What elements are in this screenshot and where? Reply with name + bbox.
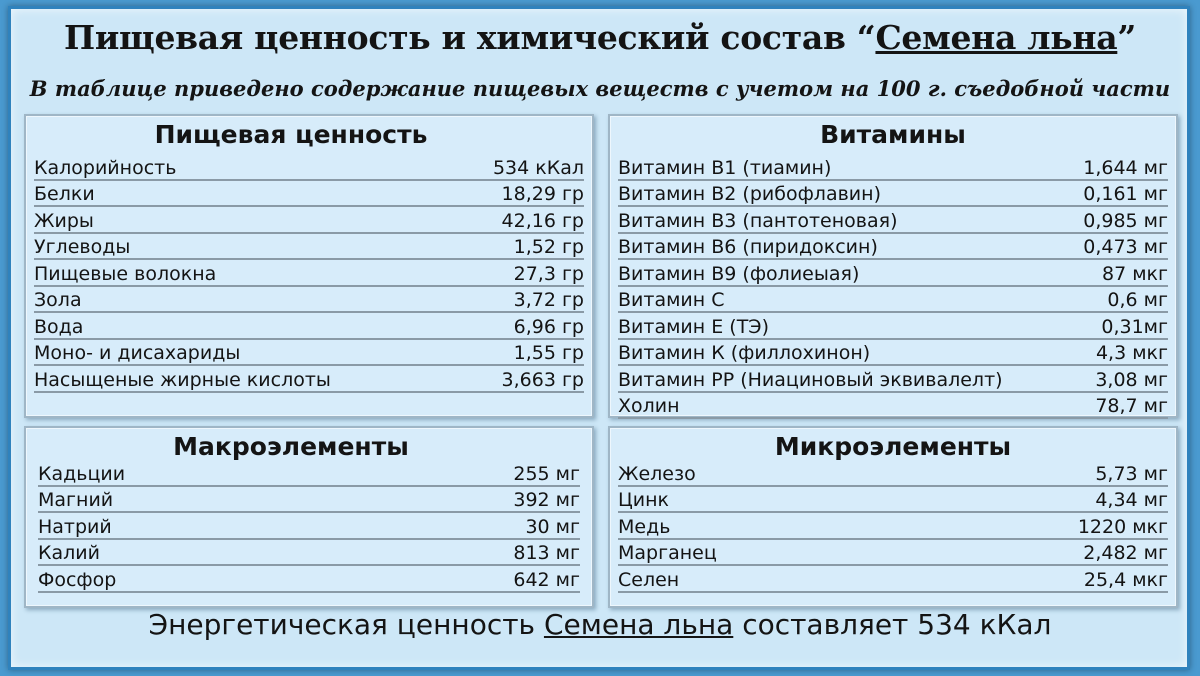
nutrition-label: Калорийность bbox=[34, 156, 177, 179]
nutrition-row bbox=[34, 285, 584, 314]
macroelement-value: 642 мг bbox=[513, 568, 580, 591]
microelement-value: 4,34 мг bbox=[1095, 489, 1168, 511]
vitamin-value: 0,985 мг bbox=[1083, 209, 1168, 232]
vitamin-label: Витамин К (филлохинон) bbox=[618, 342, 871, 364]
macroelement-value: 30 мг bbox=[525, 515, 580, 538]
vitamin-row bbox=[618, 338, 1168, 367]
nutrition-value: 534 кКал bbox=[492, 156, 584, 179]
macroelement-row bbox=[38, 458, 580, 487]
vitamin-label: Витамин В9 (фолиеыая) bbox=[618, 262, 860, 285]
macroelement-label: Магний bbox=[38, 489, 114, 511]
vitamin-value: 87 мкг bbox=[1101, 262, 1168, 285]
vitamin-value: 4,3 мкг bbox=[1095, 342, 1168, 364]
nutrition-row bbox=[34, 205, 584, 234]
vitamins-panel-title: Витамины bbox=[820, 120, 966, 149]
nutrition-label: Вода bbox=[34, 315, 84, 338]
nutrition-row bbox=[34, 152, 584, 181]
title-product-name: Семена льна bbox=[875, 18, 1118, 57]
nutrition-row bbox=[34, 338, 584, 367]
microelement-label: Селен bbox=[618, 568, 680, 591]
energy-footer bbox=[0, 608, 1200, 641]
macroelement-label: Фосфор bbox=[38, 568, 117, 591]
vitamin-label: Витамин В1 (тиамин) bbox=[618, 156, 832, 179]
nutrition-row bbox=[34, 179, 584, 208]
nutrition-label: Жиры bbox=[34, 209, 94, 232]
vitamin-label: Витамин С bbox=[618, 289, 725, 311]
nutrition-value: 3,663 гр bbox=[501, 368, 584, 391]
vitamin-value: 0,31мг bbox=[1101, 315, 1168, 338]
vitamin-label: Холин bbox=[618, 395, 680, 417]
microelement-row bbox=[618, 538, 1168, 567]
macroelement-row bbox=[38, 564, 580, 593]
microelement-value: 25,4 мкг bbox=[1083, 568, 1168, 591]
macroelement-row bbox=[38, 485, 580, 514]
microelement-label: Железо bbox=[618, 462, 696, 485]
macroelement-value: 255 мг bbox=[513, 462, 580, 485]
nutrition-value: 1,55 гр bbox=[513, 342, 584, 364]
macroelement-label: Натрий bbox=[38, 515, 112, 538]
microelement-label: Марганец bbox=[618, 542, 717, 564]
vitamin-row bbox=[618, 391, 1168, 420]
footer-product-name: Семена льна bbox=[543, 608, 734, 641]
microelements-panel bbox=[608, 426, 1178, 608]
footer-suffix: составляет 534 кКал bbox=[733, 608, 1052, 641]
vitamin-row bbox=[618, 232, 1168, 261]
macroelement-row bbox=[38, 538, 580, 567]
vitamin-value: 3,08 мг bbox=[1095, 368, 1168, 391]
vitamin-row bbox=[618, 152, 1168, 181]
macroelements-panel-title: Макроэлементы bbox=[173, 432, 409, 461]
nutrition-value: 42,16 гр bbox=[501, 209, 584, 232]
nutrition-label: Насыщеные жирные кислоты bbox=[34, 368, 331, 391]
vitamin-row bbox=[618, 258, 1168, 287]
nutrition-panel bbox=[24, 114, 594, 418]
nutrition-value: 3,72 гр bbox=[513, 289, 584, 311]
microelement-row bbox=[618, 564, 1168, 593]
macroelement-value: 392 мг bbox=[513, 489, 580, 511]
nutrition-value: 1,52 гр bbox=[513, 236, 584, 258]
macroelements-panel bbox=[24, 426, 594, 608]
vitamin-row bbox=[618, 364, 1168, 393]
nutrition-row bbox=[34, 364, 584, 393]
microelements-panel-title: Микроэлементы bbox=[774, 432, 1012, 461]
nutrition-label: Моно- и дисахариды bbox=[34, 342, 241, 364]
nutrition-row bbox=[34, 232, 584, 261]
vitamin-value: 1,644 мг bbox=[1083, 156, 1168, 179]
vitamin-value: 0,161 мг bbox=[1083, 183, 1168, 205]
nutrition-row bbox=[34, 311, 584, 340]
microelement-value: 1220 мкг bbox=[1077, 515, 1168, 538]
vitamin-value: 0,473 мг bbox=[1083, 236, 1168, 258]
vitamin-row bbox=[618, 179, 1168, 208]
microelement-value: 5,73 мг bbox=[1095, 462, 1168, 485]
page-title bbox=[0, 18, 1200, 57]
nutrition-panel-title: Пищевая ценность bbox=[154, 120, 428, 149]
microelement-label: Медь bbox=[618, 515, 671, 538]
page-subtitle: В таблице приведено содержание пищевых веществ с учетом на 100 г. съедобной части bbox=[29, 76, 1171, 101]
vitamin-label: Витамин Е (ТЭ) bbox=[618, 315, 769, 338]
vitamin-row bbox=[618, 205, 1168, 234]
macroelement-label: Кадьции bbox=[38, 462, 126, 485]
vitamin-value: 0,6 мг bbox=[1107, 289, 1168, 311]
vitamin-value: 78,7 мг bbox=[1095, 395, 1168, 417]
nutrition-value: 18,29 гр bbox=[501, 183, 584, 205]
nutrition-value: 6,96 гр bbox=[513, 315, 584, 338]
vitamin-label: Витамин В6 (пиридоксин) bbox=[618, 236, 878, 258]
nutrition-label: Белки bbox=[34, 183, 95, 205]
vitamin-label: Витамин В2 (рибофлавин) bbox=[618, 183, 881, 205]
vitamins-panel bbox=[608, 114, 1178, 418]
vitamin-label: Витамин В3 (пантотеновая) bbox=[618, 209, 898, 232]
vitamin-row bbox=[618, 311, 1168, 340]
nutrition-label: Зола bbox=[34, 289, 82, 311]
macroelement-row bbox=[38, 511, 580, 540]
title-prefix: Пищевая ценность и химический состав “ bbox=[64, 18, 876, 57]
footer-prefix: Энергетическая ценность bbox=[148, 608, 544, 641]
nutrition-label: Углеводы bbox=[34, 236, 131, 258]
nutrition-row bbox=[34, 258, 584, 287]
microelement-row bbox=[618, 511, 1168, 540]
microelement-row bbox=[618, 485, 1168, 514]
microelement-row bbox=[618, 458, 1168, 487]
microelement-value: 2,482 мг bbox=[1083, 542, 1168, 564]
nutrition-label: Пищевые волокна bbox=[34, 262, 217, 285]
vitamin-label: Витамин РР (Ниациновый эквивалелт) bbox=[618, 368, 1003, 391]
microelement-label: Цинк bbox=[618, 489, 669, 511]
title-suffix: ” bbox=[1117, 18, 1136, 57]
macroelement-value: 813 мг bbox=[513, 542, 580, 564]
vitamin-row bbox=[618, 285, 1168, 314]
macroelement-label: Калий bbox=[38, 542, 100, 564]
nutrition-value: 27,3 гр bbox=[513, 262, 584, 285]
